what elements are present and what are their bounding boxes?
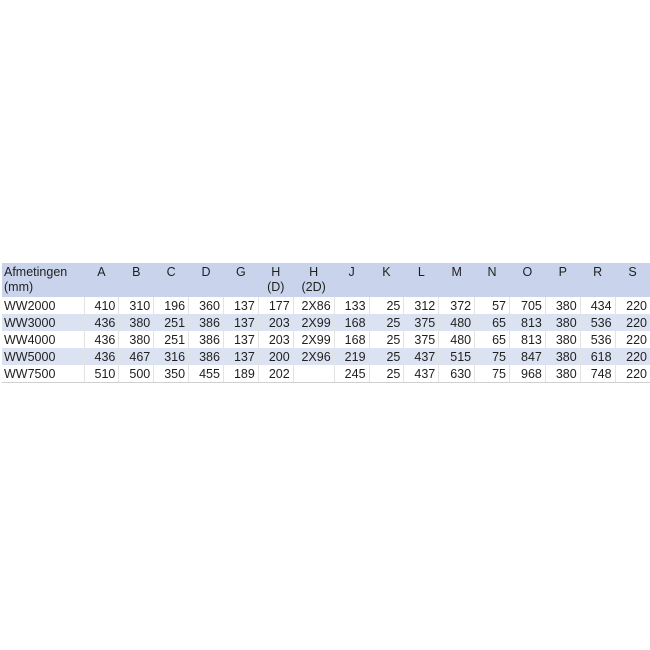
value-cell: 436	[84, 348, 119, 365]
table-row	[2, 314, 650, 331]
header-label: N	[487, 265, 497, 279]
value-cell: 380	[545, 365, 580, 383]
value-cell: 2X99	[293, 314, 334, 331]
column-header-n	[475, 263, 510, 297]
value-cell: 25	[369, 331, 404, 348]
value-cell: 203	[258, 314, 293, 331]
value-cell: 168	[334, 331, 369, 348]
header-label: B	[132, 265, 141, 279]
value-cell: 510	[84, 365, 119, 383]
value-cell: 2X86	[293, 297, 334, 314]
model-cell: WW4000	[2, 331, 84, 348]
value-cell: 220	[626, 350, 647, 364]
value-cell: 245	[334, 365, 369, 383]
value-cell: 480	[439, 331, 475, 348]
column-header-r	[580, 263, 615, 297]
value-cell: 65	[475, 314, 510, 331]
value-cell: 203	[258, 331, 293, 348]
value-cell: 437	[404, 348, 439, 365]
value-cell: 813	[509, 314, 545, 331]
header-row	[2, 263, 650, 297]
value-cell: 386	[189, 348, 224, 365]
value-cell: 360	[189, 297, 224, 314]
value-cell: 137	[223, 348, 258, 365]
value-cell: 386	[189, 314, 224, 331]
value-cell: 467	[119, 348, 154, 365]
value-cell: 380	[545, 314, 580, 331]
header-label: L	[417, 265, 425, 279]
value-cell: 380	[119, 314, 154, 331]
value-cell: 350	[154, 365, 189, 383]
table-body	[2, 297, 650, 383]
value-cell: 168	[334, 314, 369, 331]
value-cell: 220	[626, 333, 647, 347]
header-label: A	[97, 265, 106, 279]
value-cell: 436	[84, 314, 119, 331]
column-header-h-d	[258, 263, 293, 297]
dimensions-table	[2, 263, 650, 383]
value-cell: 219	[334, 348, 369, 365]
header-label: K	[382, 265, 391, 279]
value-cell: 251	[154, 314, 189, 331]
value-cell: 380	[119, 331, 154, 348]
value-cell	[293, 365, 334, 383]
value-cell: 536	[580, 331, 615, 348]
value-cell: 515	[439, 348, 475, 365]
column-header-h-2d	[293, 263, 334, 297]
value-cell: 500	[119, 365, 154, 383]
column-header-k	[369, 263, 404, 297]
column-header-c	[154, 263, 189, 297]
value-cell: 220	[626, 316, 647, 330]
value-cell: 437	[404, 365, 439, 383]
value-cell: 220	[615, 365, 650, 383]
value-cell: 434	[580, 297, 615, 314]
value-cell: 310	[119, 297, 154, 314]
value-cell: 386	[189, 331, 224, 348]
value-cell: 137	[223, 331, 258, 348]
header-label: D	[201, 265, 211, 279]
column-header-g	[223, 263, 258, 297]
value-cell: 189	[223, 365, 258, 383]
dimensions-table-container	[2, 263, 650, 383]
header-label: J	[348, 265, 355, 279]
header-label: H	[309, 265, 319, 279]
value-cell: 968	[509, 365, 545, 383]
column-header-a	[84, 263, 119, 297]
value-cell: 380	[545, 348, 580, 365]
value-cell: 25	[369, 365, 404, 383]
value-cell: 65	[475, 331, 510, 348]
value-cell: 380	[545, 331, 580, 348]
column-header-o	[509, 263, 545, 297]
value-cell: 133	[334, 297, 369, 314]
value-cell: 375	[404, 314, 439, 331]
value-cell: 137	[223, 314, 258, 331]
header-sublabel: (2D)	[301, 280, 326, 294]
header-label: H	[271, 265, 281, 279]
table-row	[2, 331, 650, 348]
column-header-b	[119, 263, 154, 297]
column-header-d	[189, 263, 224, 297]
value-cell: 847	[509, 348, 545, 365]
value-cell: 137	[223, 297, 258, 314]
value-cell: 2X99	[293, 331, 334, 348]
header-sublabel: (D)	[267, 280, 285, 294]
value-cell: 57	[475, 297, 510, 314]
value-cell: 380	[545, 297, 580, 314]
value-cell: 480	[439, 314, 475, 331]
header-label: S	[628, 265, 637, 279]
value-cell: 202	[258, 365, 293, 383]
header-label: M	[451, 265, 462, 279]
column-header-l	[404, 263, 439, 297]
value-cell: 25	[369, 314, 404, 331]
value-cell: 196	[154, 297, 189, 314]
value-cell: 177	[258, 297, 293, 314]
value-cell: 436	[84, 331, 119, 348]
column-header-j	[334, 263, 369, 297]
value-cell: 220	[626, 299, 647, 313]
value-cell: 25	[369, 297, 404, 314]
table-row	[2, 297, 650, 314]
value-cell: 375	[404, 331, 439, 348]
value-cell: 75	[475, 365, 510, 383]
column-header-p	[545, 263, 580, 297]
value-cell: 748	[580, 365, 615, 383]
value-cell: 75	[475, 348, 510, 365]
header-label: O	[522, 265, 533, 279]
value-cell: 251	[154, 331, 189, 348]
column-header-afmetingen	[2, 263, 84, 297]
header-sublabel: (mm)	[4, 280, 34, 294]
value-cell: 536	[580, 314, 615, 331]
value-cell: 410	[84, 297, 119, 314]
header-label: P	[558, 265, 567, 279]
header-label: C	[166, 265, 176, 279]
column-header-s	[615, 263, 650, 297]
value-cell: 2X96	[293, 348, 334, 365]
header-label: Afmetingen	[4, 265, 68, 279]
model-cell: WW5000	[2, 348, 84, 365]
value-cell: 705	[509, 297, 545, 314]
value-cell: 813	[509, 331, 545, 348]
model-cell: WW3000	[2, 314, 84, 331]
column-header-m	[439, 263, 475, 297]
header-label: R	[593, 265, 603, 279]
value-cell: 316	[154, 348, 189, 365]
value-cell: 372	[439, 297, 475, 314]
table-row	[2, 348, 650, 365]
model-cell: WW2000	[2, 297, 84, 314]
model-cell: WW7500	[2, 365, 84, 383]
value-cell: 630	[439, 365, 475, 383]
table-row	[2, 365, 650, 383]
value-cell: 618	[580, 348, 615, 365]
header-label: G	[236, 265, 246, 279]
value-cell: 455	[189, 365, 224, 383]
value-cell: 312	[404, 297, 439, 314]
value-cell: 200	[258, 348, 293, 365]
value-cell: 25	[369, 348, 404, 365]
